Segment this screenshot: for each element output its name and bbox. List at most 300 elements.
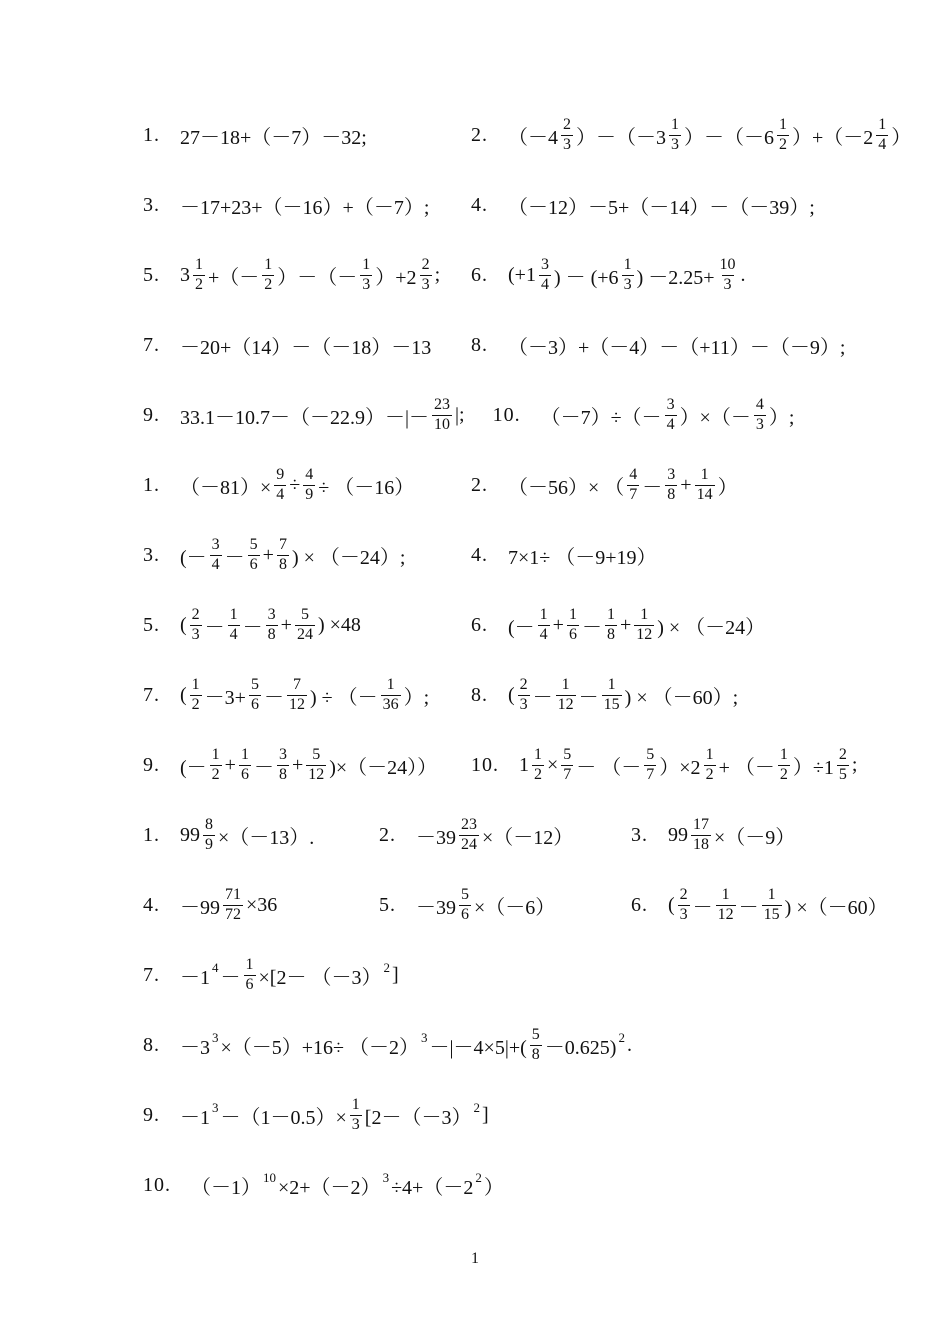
- fraction-denominator: 10: [434, 415, 451, 433]
- fraction-denominator: 72: [225, 905, 241, 923]
- problem-row: [143, 112, 912, 158]
- problem-row: [143, 252, 895, 298]
- math-text: ]: [481, 1103, 489, 1126]
- fraction: [778, 746, 790, 784]
- problem-number: 8.: [143, 1033, 160, 1056]
- math-text: －: [642, 476, 663, 499]
- fraction: [561, 116, 573, 154]
- fraction: [190, 606, 202, 644]
- math-text: (－: [180, 546, 207, 569]
- problem-expression: [508, 191, 815, 220]
- fraction-numerator: 2: [679, 886, 688, 904]
- fraction-denominator: 6: [245, 975, 254, 993]
- fraction-numerator: 1: [767, 886, 776, 904]
- math-text: (: [508, 683, 515, 706]
- fraction-denominator: 18: [693, 835, 709, 853]
- fraction: [190, 676, 202, 714]
- fraction: [381, 676, 401, 714]
- fraction: [210, 536, 222, 574]
- problem-number: 7.: [143, 963, 160, 986]
- math-text: ;: [851, 753, 858, 776]
- math-text: －: [738, 896, 759, 919]
- fraction: [210, 746, 222, 784]
- problem: [143, 256, 443, 294]
- problem-number: 9.: [143, 403, 160, 426]
- fraction-denominator: 2: [264, 275, 273, 293]
- math-text: －99: [180, 896, 220, 919]
- fraction-numerator: 3: [278, 746, 287, 764]
- fraction: [203, 816, 215, 854]
- fraction-denominator: 4: [540, 275, 549, 293]
- math-text: ）－（－6: [684, 126, 774, 149]
- fraction-numerator: 1: [623, 256, 632, 274]
- fraction: [248, 536, 260, 574]
- problem: [143, 1096, 489, 1134]
- math-text: ) × （－24）;: [291, 546, 406, 569]
- math-text: －: [220, 966, 241, 989]
- fraction-numerator: 2: [421, 256, 430, 274]
- fraction-denominator: 4: [539, 625, 548, 643]
- math-text: (: [668, 893, 675, 916]
- problem-number: 10.: [492, 403, 521, 426]
- fraction-numerator: 5: [249, 536, 258, 554]
- fraction-numerator: 1: [561, 676, 570, 694]
- problem-expression: [180, 1026, 632, 1064]
- problem-number: 5.: [379, 893, 396, 916]
- fraction-numerator: 23: [434, 396, 451, 414]
- math-text: ）: [483, 1176, 504, 1199]
- fraction: [538, 606, 550, 644]
- fraction-numerator: 1: [351, 1096, 360, 1114]
- fraction: [518, 676, 530, 714]
- problem: [143, 121, 443, 150]
- math-text: （－4: [508, 126, 558, 149]
- fraction-denominator: 24: [296, 625, 313, 643]
- fraction-numerator: 5: [563, 746, 572, 764]
- problem-expression: [180, 536, 405, 574]
- math-text: ×[2－ （－3）: [258, 966, 382, 989]
- problem: [631, 886, 888, 924]
- math-text: （－1）: [191, 1176, 261, 1199]
- math-text: －（1－0.5）×: [220, 1106, 347, 1129]
- math-text: －: [263, 686, 284, 709]
- problem: [143, 1171, 504, 1200]
- math-text: ）+（－2: [792, 126, 874, 149]
- fraction-denominator: 4: [878, 135, 887, 153]
- math-text: －39: [416, 826, 456, 849]
- problem-number: 4.: [143, 893, 160, 916]
- fraction: [718, 256, 738, 294]
- page-number: 1: [471, 1250, 479, 1267]
- fraction-denominator: 5: [838, 765, 847, 783]
- fraction-numerator: 1: [671, 116, 679, 134]
- problem: [143, 536, 443, 574]
- problem-expression: [508, 331, 845, 360]
- math-text: ]: [391, 963, 399, 986]
- problem: [471, 466, 738, 504]
- fraction: [249, 676, 261, 714]
- fraction-numerator: 1: [779, 116, 787, 134]
- fraction-numerator: 71: [225, 886, 241, 904]
- fraction-denominator: 15: [763, 905, 780, 923]
- fraction-numerator: 4: [629, 466, 638, 484]
- fraction-denominator: 6: [240, 765, 249, 783]
- fraction-numerator: 2: [563, 116, 571, 134]
- fraction-denominator: 7: [629, 485, 638, 503]
- problem-expression: [508, 116, 911, 154]
- math-text: |;: [455, 403, 465, 426]
- fraction: [695, 466, 715, 504]
- fraction: [665, 466, 677, 504]
- problem-number: 1.: [143, 123, 160, 146]
- fraction: [602, 676, 622, 714]
- math-text: ）－（－3: [576, 126, 666, 149]
- math-text: ) × （－24）: [657, 616, 766, 639]
- fraction-numerator: 2: [519, 676, 528, 694]
- fraction-denominator: 8: [278, 765, 287, 783]
- exponent: 2: [618, 1030, 625, 1045]
- fraction-denominator: 3: [671, 135, 679, 153]
- problem-expression: [180, 746, 437, 784]
- fraction-numerator: 5: [461, 886, 469, 904]
- problem-expression: [508, 541, 657, 570]
- math-text: (: [180, 683, 187, 706]
- math-text: －0.625): [544, 1036, 617, 1059]
- fraction: [539, 256, 551, 294]
- fraction-denominator: 3: [755, 415, 764, 433]
- fraction-numerator: 2: [838, 746, 847, 764]
- fraction: [277, 746, 289, 784]
- fraction: [295, 606, 315, 644]
- fraction: [634, 606, 654, 644]
- problem-expression: [180, 331, 431, 360]
- fraction: [420, 256, 432, 294]
- math-text: .: [740, 263, 746, 286]
- math-text: (: [180, 613, 187, 636]
- math-text: ）;: [768, 406, 795, 429]
- problem-expression: [668, 816, 795, 854]
- problem-row: [143, 462, 895, 508]
- problem: [143, 886, 355, 924]
- fraction-numerator: 3: [540, 256, 549, 274]
- problem-number: 2.: [471, 123, 488, 146]
- math-text: －|－4×5|+(: [429, 1036, 527, 1059]
- fraction: [287, 676, 307, 714]
- fraction-numerator: 1: [362, 256, 371, 274]
- fraction: [669, 116, 681, 154]
- math-text: ）÷1: [792, 756, 834, 779]
- math-text: ）: [717, 476, 738, 499]
- fraction-denominator: 2: [779, 135, 787, 153]
- problem-expression: [180, 1096, 489, 1134]
- fraction: [350, 1096, 362, 1134]
- fraction: [627, 466, 639, 504]
- math-text: －: [204, 616, 225, 639]
- fraction-denominator: 6: [568, 625, 577, 643]
- problem-number: 3.: [143, 193, 160, 216]
- math-text: 27－18+（－7）－32;: [180, 126, 367, 149]
- fraction-denominator: 3: [191, 625, 200, 643]
- fraction-denominator: 15: [603, 695, 620, 713]
- exponent: 2: [475, 1170, 482, 1185]
- fraction-denominator: 12: [308, 765, 325, 783]
- fraction-denominator: 36: [382, 695, 399, 713]
- math-text: ）+2: [375, 266, 417, 289]
- problem-row: [143, 1162, 895, 1208]
- fraction-numerator: 1: [607, 676, 616, 694]
- math-text: +: [224, 753, 236, 776]
- problem-expression: [180, 816, 314, 854]
- problem-number: 5.: [143, 263, 160, 286]
- fraction-denominator: 4: [229, 625, 238, 643]
- problem-expression: [180, 886, 277, 924]
- problem: [143, 1026, 632, 1064]
- problem-number: 9.: [143, 753, 160, 776]
- problem-number: 6.: [471, 613, 488, 636]
- problem-expression: [180, 121, 367, 150]
- problem: [143, 396, 465, 434]
- math-text: (－: [508, 616, 535, 639]
- problem: [631, 816, 795, 854]
- fraction-numerator: 4: [305, 466, 314, 484]
- fraction-denominator: 2: [705, 765, 714, 783]
- math-text: +（－: [208, 266, 260, 289]
- exponent: 2: [383, 960, 390, 975]
- problem: [143, 466, 443, 504]
- fraction-denominator: 12: [288, 695, 305, 713]
- fraction-denominator: 14: [696, 485, 713, 503]
- problem-row: [143, 182, 895, 228]
- fraction: [567, 606, 579, 644]
- problem-number: 7.: [143, 683, 160, 706]
- problem: [471, 541, 657, 570]
- math-text: （－3）+（－4）－（+11）－（－9）;: [508, 336, 846, 359]
- math-text: －: [692, 896, 713, 919]
- fraction: [266, 606, 278, 644]
- fraction-numerator: 1: [229, 606, 238, 624]
- fraction: [532, 746, 544, 784]
- fraction-denominator: 3: [362, 275, 371, 293]
- fraction-numerator: 1: [721, 886, 730, 904]
- fraction: [622, 256, 634, 294]
- fraction-numerator: 1: [878, 116, 887, 134]
- fraction-denominator: 8: [267, 625, 276, 643]
- math-text: （－56）× （: [508, 476, 625, 499]
- problem-expression: [180, 191, 429, 220]
- exponent: 4: [212, 960, 219, 975]
- fraction: [837, 746, 849, 784]
- fraction-denominator: 3: [351, 1115, 360, 1133]
- fraction: [530, 1026, 542, 1064]
- problem: [471, 606, 765, 644]
- fraction-numerator: 1: [240, 746, 249, 764]
- problem-row: [143, 532, 895, 578]
- fraction-numerator: 23: [461, 816, 477, 834]
- fraction-numerator: 7: [292, 676, 301, 694]
- fraction-numerator: 1: [534, 746, 542, 764]
- math-text: 33.1－10.7－（－22.9）－|－: [180, 406, 430, 429]
- math-text: +: [619, 613, 632, 636]
- problem: [471, 191, 815, 220]
- problem-expression: [508, 256, 746, 294]
- math-text: －: [532, 686, 553, 709]
- fraction-numerator: 1: [700, 466, 709, 484]
- math-text: (－: [180, 756, 207, 779]
- exponent: 3: [421, 1030, 428, 1045]
- problem-number: 5.: [143, 613, 160, 636]
- math-text: ×: [547, 753, 559, 776]
- problem-row: [143, 672, 895, 718]
- problem-number: 10.: [143, 1173, 171, 1196]
- fraction: [459, 886, 471, 924]
- problem: [379, 886, 607, 924]
- fraction-denominator: 6: [250, 695, 259, 713]
- problem: [471, 256, 746, 294]
- fraction-denominator: 24: [461, 835, 477, 853]
- problem-expression: [519, 746, 857, 784]
- math-text: + （－: [718, 756, 775, 779]
- fraction: [277, 536, 289, 574]
- math-text: ×（－5）+16÷ （－2）: [220, 1036, 420, 1059]
- fraction-numerator: 8: [205, 816, 213, 834]
- math-text: ×36: [246, 893, 278, 916]
- problem-number: 8.: [471, 683, 488, 706]
- problem: [471, 676, 738, 714]
- fraction-numerator: 1: [211, 746, 220, 764]
- exponent: 3: [382, 1170, 390, 1185]
- math-text: 1: [519, 753, 529, 776]
- problem-expression: [191, 1171, 504, 1200]
- fraction-denominator: 12: [557, 695, 574, 713]
- fraction: [716, 886, 736, 924]
- problem-row: [143, 952, 895, 998]
- problem-number: 1.: [143, 473, 160, 496]
- problem-row: [143, 1022, 895, 1068]
- fraction: [605, 606, 617, 644]
- fraction-numerator: 4: [755, 396, 764, 414]
- problem-row: [143, 1092, 895, 1138]
- exponent: 10: [263, 1170, 276, 1185]
- problem-expression: [416, 816, 573, 854]
- problem-expression: [180, 256, 440, 294]
- fraction-numerator: 3: [666, 396, 675, 414]
- fraction-numerator: 1: [386, 676, 395, 694]
- math-text: ;: [434, 263, 441, 286]
- fraction-numerator: 1: [539, 606, 548, 624]
- math-text: +: [262, 543, 274, 566]
- fraction: [691, 816, 711, 854]
- fraction-numerator: 17: [693, 816, 709, 834]
- problem: [143, 676, 443, 714]
- math-text: ）－（－: [277, 266, 358, 289]
- fraction-denominator: 2: [191, 695, 200, 713]
- math-text: 7×1÷ （－9+19）: [508, 546, 657, 569]
- fraction: [665, 396, 677, 434]
- problem-expression: [180, 956, 399, 994]
- math-text: ) ×48: [317, 613, 361, 636]
- fraction-denominator: 3: [519, 695, 528, 713]
- math-text: ) －2.25+: [636, 266, 715, 289]
- fraction-numerator: 1: [245, 956, 254, 974]
- fraction-numerator: 10: [719, 256, 736, 274]
- problem-expression: [541, 396, 795, 434]
- fraction-numerator: 1: [779, 746, 788, 764]
- fraction: [561, 746, 573, 784]
- math-text: －: [224, 546, 245, 569]
- problem-expression: [180, 466, 414, 504]
- fraction: [262, 256, 274, 294]
- fraction-numerator: 1: [191, 676, 200, 694]
- fraction-denominator: 8: [667, 485, 676, 503]
- fraction: [239, 746, 251, 784]
- problem-row: [143, 812, 895, 858]
- math-text: －17+23+（－16）+（－7）;: [180, 196, 430, 219]
- fraction-denominator: 8: [531, 1045, 540, 1063]
- fraction: [193, 256, 205, 294]
- fraction-numerator: 5: [300, 606, 309, 624]
- math-text: －1: [180, 966, 210, 989]
- problem-number: 2.: [379, 823, 396, 846]
- math-text: +: [291, 753, 304, 776]
- fraction: [678, 886, 690, 924]
- problem-number: 3.: [143, 543, 160, 566]
- problem: [493, 396, 795, 434]
- math-text: +: [552, 613, 564, 636]
- exponent: 3: [212, 1030, 219, 1045]
- math-text: )×（－24））: [329, 756, 438, 779]
- math-text: ×（－6）: [474, 896, 556, 919]
- fraction-denominator: 4: [276, 485, 285, 503]
- math-text: ×（－9）: [714, 826, 796, 849]
- math-text: ) － (+6: [553, 266, 619, 289]
- fraction: [777, 116, 789, 154]
- fraction-denominator: 4: [666, 415, 675, 433]
- fraction-denominator: 8: [278, 555, 287, 573]
- problem-expression: [180, 606, 361, 644]
- problem-number: 7.: [143, 333, 160, 356]
- math-text: －1: [180, 1106, 210, 1129]
- problem-number: 6.: [471, 263, 488, 286]
- fraction-denominator: 7: [646, 765, 655, 783]
- fraction-numerator: 5: [250, 676, 259, 694]
- problem-row: [143, 882, 895, 928]
- fraction-denominator: 3: [421, 275, 430, 293]
- problem: [143, 746, 443, 784]
- problem-row: [143, 322, 895, 368]
- math-text: 3: [180, 263, 190, 286]
- math-text: ）×2: [659, 756, 701, 779]
- fraction-numerator: 5: [646, 746, 655, 764]
- math-text: －: [578, 686, 599, 709]
- problem-number: 10.: [471, 753, 499, 776]
- problem: [379, 816, 607, 854]
- math-text: ）;: [403, 686, 430, 709]
- fraction: [644, 746, 656, 784]
- math-text: （－12）－5+（－14）－（－39）;: [508, 196, 815, 219]
- fraction-numerator: 1: [195, 256, 203, 274]
- fraction-denominator: 6: [249, 555, 258, 573]
- problem-expression: [180, 676, 429, 714]
- fraction: [303, 466, 315, 504]
- problem-expression: [416, 886, 555, 924]
- math-text: （－7）÷（－: [540, 406, 662, 429]
- problem-row: [143, 602, 895, 648]
- fraction-numerator: 1: [606, 606, 615, 624]
- fraction-denominator: 2: [211, 765, 220, 783]
- fraction-denominator: 6: [461, 905, 469, 923]
- math-text: －20+（14）－（－18）－13: [180, 336, 432, 359]
- problem-expression: [508, 676, 738, 714]
